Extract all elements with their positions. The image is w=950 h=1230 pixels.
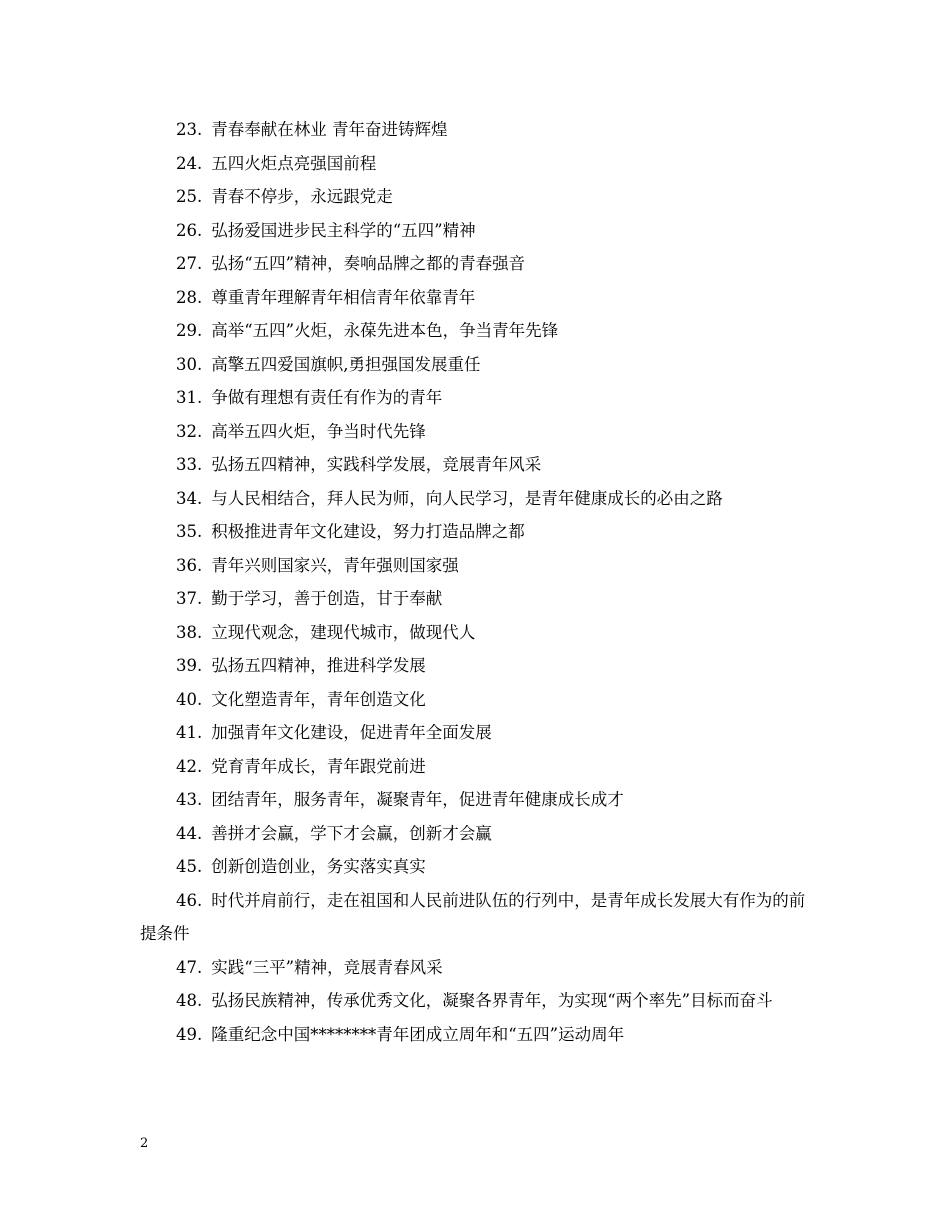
item-number: 23. xyxy=(176,120,203,139)
item-text: 立现代观念，建现代城市，做现代人 xyxy=(211,622,476,642)
list-item xyxy=(140,381,816,415)
list-item xyxy=(140,247,816,281)
item-number: 48. xyxy=(176,991,203,1010)
item-number: 30. xyxy=(176,354,203,374)
list-item xyxy=(140,951,816,985)
item-text: 弘扬民族精神，传承优秀文化，凝聚各界青年，为实现“两个率先”目标而奋斗 xyxy=(211,991,773,1010)
list-item xyxy=(140,1018,816,1052)
list-item xyxy=(140,180,816,214)
item-number: 42. xyxy=(176,756,203,776)
item-text: 青年兴则国家兴，青年强则国家强 xyxy=(211,555,459,575)
list-item xyxy=(140,817,816,851)
list-item xyxy=(140,314,816,348)
item-number: 40. xyxy=(176,689,203,709)
item-text: 文化塑造青年，青年创造文化 xyxy=(211,689,426,709)
item-text: 弘扬五四精神，实践科学发展，竞展青年风采 xyxy=(211,455,542,474)
list-item xyxy=(140,984,816,1018)
list-item xyxy=(140,515,816,549)
item-text: 高举“五四”火炬，永葆先进本色，争当青年先锋 xyxy=(211,321,559,340)
item-number: 37. xyxy=(176,589,203,608)
list-item xyxy=(140,448,816,482)
list-item xyxy=(140,582,816,616)
item-text: 高擎五四爱国旗帜,勇担强国发展重任 xyxy=(211,354,481,374)
item-number: 46. xyxy=(176,890,203,910)
item-number: 27. xyxy=(176,254,203,273)
item-number: 28. xyxy=(176,287,203,307)
item-number: 43. xyxy=(176,790,203,809)
item-number: 25. xyxy=(176,187,203,206)
item-number: 31. xyxy=(176,388,203,407)
item-number: 24. xyxy=(176,153,203,173)
item-text: 积极推进青年文化建设，努力打造品牌之都 xyxy=(211,522,525,541)
list-item xyxy=(140,482,816,516)
item-number: 33. xyxy=(176,455,203,474)
slogan-list xyxy=(140,113,816,1051)
list-item xyxy=(140,750,816,784)
item-text: 弘扬“五四”精神，奏响品牌之都的青春强音 xyxy=(211,254,526,273)
item-text: 与人民相结合，拜人民为师，向人民学习，是青年健康成长的必由之路 xyxy=(211,488,723,508)
item-number: 45. xyxy=(176,857,203,876)
list-item xyxy=(140,214,816,248)
item-text: 青春奉献在林业 青年奋进铸辉煌 xyxy=(211,120,448,139)
item-text: 时代并肩前行，走在祖国和人民前进队伍的行列中，是青年成长发展大有作为的前提条件 xyxy=(140,890,806,943)
item-number: 35. xyxy=(176,522,203,541)
list-item xyxy=(140,415,816,449)
list-item xyxy=(140,850,816,884)
list-item xyxy=(140,884,816,951)
list-item xyxy=(140,649,816,683)
item-text: 五四火炬点亮强国前程 xyxy=(211,153,377,173)
item-text: 党育青年成长，青年跟党前进 xyxy=(211,756,426,776)
list-item xyxy=(140,616,816,650)
item-text: 高举五四火炬，争当时代先锋 xyxy=(211,421,426,441)
item-number: 41. xyxy=(176,723,203,742)
item-number: 29. xyxy=(176,321,203,340)
item-text: 弘扬爱国进步民主科学的“五四”精神 xyxy=(211,220,476,240)
list-item xyxy=(140,683,816,717)
item-text: 弘扬五四精神，推进科学发展 xyxy=(211,656,426,675)
item-text: 勤于学习，善于创造，甘于奉献 xyxy=(211,589,443,608)
item-number: 36. xyxy=(176,555,203,575)
item-number: 47. xyxy=(176,957,203,977)
item-text: 尊重青年理解青年相信青年依靠青年 xyxy=(211,287,476,307)
item-number: 32. xyxy=(176,421,203,441)
item-text: 实践“三平”精神，竞展青春风采 xyxy=(211,957,443,977)
list-item xyxy=(140,147,816,181)
item-number: 49. xyxy=(176,1024,203,1044)
item-text: 团结青年，服务青年，凝聚青年，促进青年健康成长成才 xyxy=(211,790,624,809)
list-item xyxy=(140,281,816,315)
item-number: 38. xyxy=(176,622,203,642)
item-number: 34. xyxy=(176,488,203,508)
item-number: 44. xyxy=(176,823,203,843)
page-number: 2 xyxy=(140,1136,149,1151)
item-text: 创新创造创业，务实落实真实 xyxy=(211,857,426,876)
item-text: 争做有理想有责任有作为的青年 xyxy=(211,388,443,407)
list-item xyxy=(140,716,816,750)
item-number: 26. xyxy=(176,220,203,240)
item-text: 青春不停步，永远跟党走 xyxy=(211,187,393,206)
list-item xyxy=(140,348,816,382)
item-text: 加强青年文化建设，促进青年全面发展 xyxy=(211,723,492,742)
list-item xyxy=(140,549,816,583)
item-number: 39. xyxy=(176,656,203,675)
list-item xyxy=(140,113,816,147)
item-text: 隆重纪念中国********青年团成立周年和“五四”运动周年 xyxy=(211,1024,625,1044)
list-item xyxy=(140,783,816,817)
item-text: 善拼才会赢，学下才会赢，创新才会赢 xyxy=(211,823,492,843)
